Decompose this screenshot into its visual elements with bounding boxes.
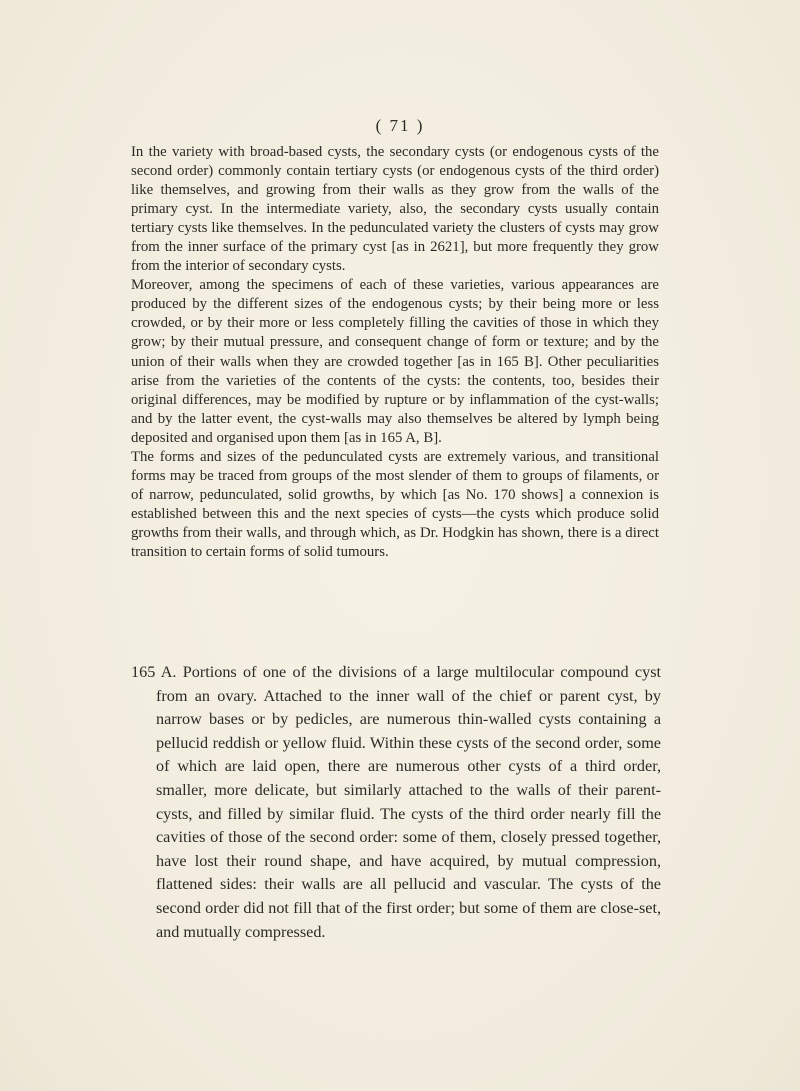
paragraph-3: The forms and sizes of the pedunculated cysts are extremely various, and transitional forms may be traced from groups of the most slender of them to groups of filaments, or of narrow, pedunculated, solid growths, by which [as No. 170 shows] a connexion is established between this and the next species of cysts—the cysts which produce solid growths from their walls, and through which, as Dr. Hodgkin has shown, there is a direct transition to certain forms of solid tumours. [131,448,659,560]
body-text [131,143,659,562]
page-number: ( 71 ) [375,116,425,135]
caption-text: 165 A. Portions of one of the divisions of a large multilocular compound cyst from an ovary. Attached to the inner wall of the chief or parent cyst, by narrow bases or by pedicles, are numerous thin-walled cysts containing a pellucid reddish or yellow fluid. Within these cysts of the second order, some of which are laid open, there are numerous other cysts of a third order, smaller, more delicate, but similarly attached to the walls of their parent-cysts, and filled by similar fluid. The cysts of the third order nearly fill the cavities of those of the second order: some of them, closely pressed together, have lost their round shape, and have acquired, by mutual compression, flattened sides: their walls are all pellucid and vascular. The cysts of the second order did not fill that of the first order; but some of them are close-set, and mutually compressed. [131,663,661,941]
paragraph-2: Moreover, among the specimens of each of these varieties, various appearances are produced by the different sizes of the endogenous cysts; by their being more or less crowded, or by their more or less completely filling the cavities of those in which they grow; by their mutual pressure, and consequent change of form or texture; and by the union of their walls when they are crowded together [as in 165 B]. Other peculiarities arise from the varieties of the contents of the cysts: the contents, too, besides their original differences, may be modified by rupture or by inflammation of the cyst-walls; and by the latter event, the cyst-walls may also themselves be altered by lymph being deposited and organised upon them [as in 165 A, B]. [131,277,659,446]
paragraph-1: In the variety with broad-based cysts, the secondary cysts (or endogenous cysts of the second order) commonly contain tertiary cysts (or endogenous cysts of the third order) like themselves, and growing from their walls as they grow from the walls of the primary cyst. In the intermediate variety, also, the secondary cysts usually contain tertiary cysts like themselves. In the pedunculated variety the clusters of cysts may grow from the inner surface of the primary cyst [as in 2621], but more frequently they grow from the interior of secondary cysts. [131,144,659,275]
specimen-caption [131,661,661,944]
